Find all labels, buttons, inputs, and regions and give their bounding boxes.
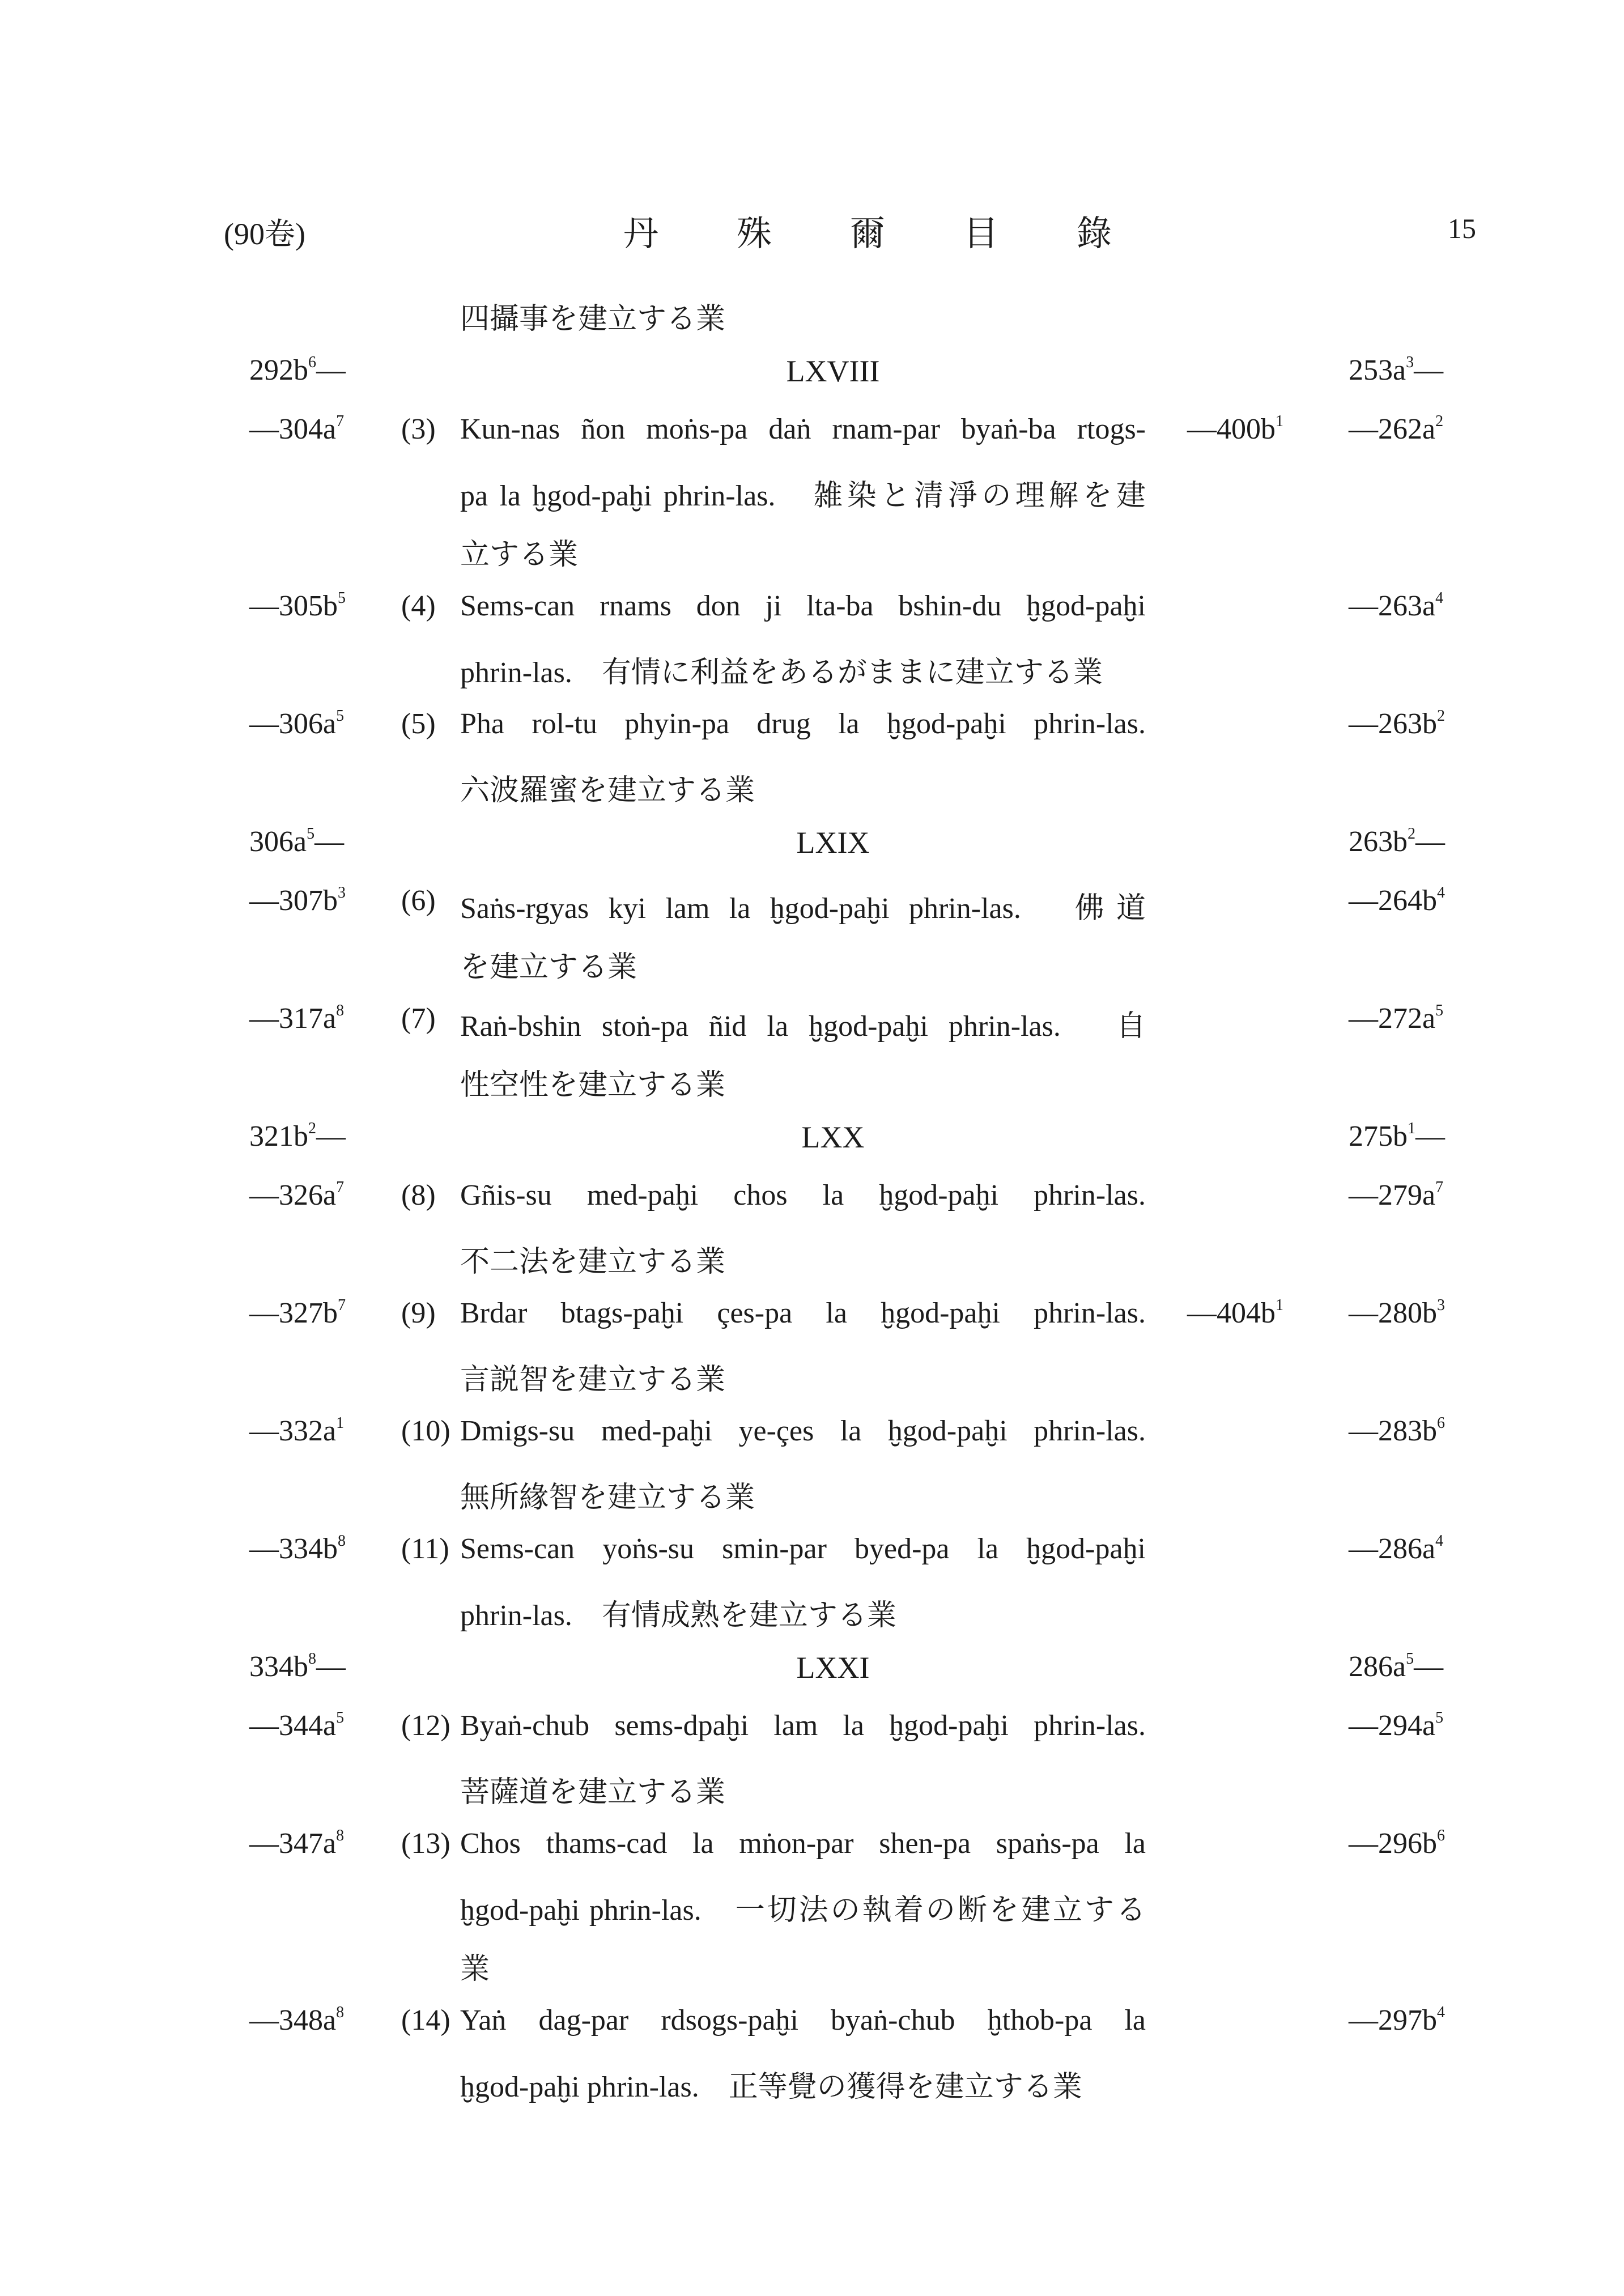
entry-peking-ref: $—280b^3$ [1349,1296,1445,1329]
section-end-ref: $275b^1—$ [1349,1120,1445,1153]
title-char: 錄 [1077,215,1112,253]
entry-text-line: Sems-can rnams don ji lta-ba bshin-du ḫgod-paḫi [460,590,1146,622]
title-char: 目 [963,215,999,253]
title-char: 丹 [623,215,659,253]
entry-folio-ref: $—327b^7$ [249,1296,346,1329]
entry-peking-ref: $—294a^5$ [1349,1709,1444,1742]
section-roman-numeral: LXIX [796,826,870,860]
entry-text-line: phrin-las. 有情に利益をあるがままに建立する業 [460,657,1103,689]
entry-text-line: Byaṅ-chub sems-dpaḫi lam la ḫgod-paḫi phrin-las. [460,1710,1146,1742]
entry-number: (14) [401,2004,450,2036]
page-number: 15 [1448,212,1476,244]
entry-peking-ref: $—263a^4$ [1349,589,1444,622]
entry-text-line: を建立する業 [460,951,637,984]
entry-text-line: phrin-las. 有情成熟を建立する業 [460,1600,896,1632]
entry-text-line: Chos thams-cad la mṅon-par shen-pa spaṅs-pa la [460,1827,1146,1860]
entry-text-line: Gñis-su med-paḫi chos la ḫgod-paḫi phrin-las. [460,1179,1146,1211]
entry-text-line: 業 [460,1953,490,1985]
section-start-ref: $321b^2—$ [249,1120,346,1153]
entry-peking-ref: $—296b^6$ [1349,1827,1445,1860]
entry-number: (9) [401,1297,436,1329]
entry-folio-ref: $—306a^5$ [249,707,345,740]
section-end-ref: $263b^2—$ [1349,825,1445,858]
entry-alt-ref: $—404b^1$ [1187,1296,1283,1329]
entry-text-line: Saṅs-rgyas kyi lam la ḫgod-paḫi phrin-las. 佛道 [460,892,1146,925]
entry-text-line: 無所緣智を建立する業 [460,1482,755,1514]
entry-alt-ref: $—400b^1$ [1187,413,1283,445]
entry-number: (3) [401,413,436,445]
section-start-ref: $334b^8—$ [249,1650,346,1683]
entry-text-line: Pha rol-tu phyin-pa drug la ḫgod-paḫi phrin-las. [460,708,1146,740]
entry-number: (12) [401,1710,450,1742]
entry-folio-ref: $—344a^5$ [249,1709,345,1742]
section-start-ref: $292b^6—$ [249,354,346,386]
entry-text-line: Brdar btags-paḫi çes-pa la ḫgod-paḫi phrin-las. [460,1297,1146,1329]
entry-folio-ref: $—347a^8$ [249,1827,345,1860]
entry-text-line: Sems-can yoṅs-su smin-par byed-pa la ḫgod-paḫi [460,1533,1146,1565]
entry-folio-ref: $—334b^8$ [249,1532,346,1565]
entry-text-line: 立する業 [460,539,579,571]
section-start-ref: $306a^5—$ [249,825,345,858]
title-char: 殊 [737,215,772,253]
entry-folio-ref: $—332a^1$ [249,1414,345,1447]
entry-text-line: Kun-nas ñon moṅs-pa daṅ rnam-par byaṅ-ba rtogs- [460,413,1146,445]
entry-number: (10) [401,1415,450,1447]
section-roman-numeral: LXX [801,1120,865,1154]
section-end-ref: $253a^3—$ [1349,354,1444,386]
entry-text-line: ḫgod-paḫi phrin-las. 一切法の執着の断を建立する [460,1894,1146,1927]
entry-text-line: 六波羅蜜を建立する業 [460,775,755,807]
entry-translation: 四攝事を建立する業 [460,303,726,335]
entry-folio-ref: $—317a^8$ [249,1002,345,1035]
section-end-ref: $286a^5—$ [1349,1650,1444,1683]
entry-peking-ref: $—264b^4$ [1349,884,1445,917]
entry-text-line: Yaṅ dag-par rdsogs-paḫi byaṅ-chub ḫthob-pa la [460,2004,1146,2036]
entry-text-line: pa la ḫgod-paḫi phrin-las. 雑染と清淨の理解を建 [460,480,1146,512]
section-roman-numeral: LXXI [796,1651,870,1685]
entry-text-line: Dmigs-su med-paḫi ye-çes la ḫgod-paḫi phrin-las. [460,1415,1146,1447]
entry-number: (8) [401,1179,436,1211]
section-roman-numeral: LXVIII [786,354,880,388]
volume-label: (90卷) [224,217,305,251]
entry-folio-ref: $—305b^5$ [249,589,346,622]
entry-text-line: 菩薩道を建立する業 [460,1776,726,1809]
entry-peking-ref: $—272a^5$ [1349,1002,1444,1035]
entry-number: (7) [401,1002,436,1035]
entry-folio-ref: $—307b^3$ [249,884,346,917]
entry-peking-ref: $—279a^7$ [1349,1179,1444,1211]
entry-peking-ref: $—262a^2$ [1349,413,1444,445]
entry-number: (4) [401,590,436,622]
entry-folio-ref: $—348a^8$ [249,2004,345,2036]
title-char: 爾 [850,215,886,253]
entry-peking-ref: $—283b^6$ [1349,1414,1445,1447]
entry-text-line: Raṅ-bshin stoṅ-pa ñid la ḫgod-paḫi phrin-las. 自 [460,1010,1146,1043]
entry-peking-ref: $—263b^2$ [1349,707,1445,740]
entry-folio-ref: $—326a^7$ [249,1179,345,1211]
entry-text-line: ḫgod-paḫi phrin-las. 正等覺の獲得を建立する業 [460,2071,1082,2103]
entry-text-line: 性空性を建立する業 [460,1069,726,1102]
entry-number: (6) [401,885,436,917]
entry-text-line: 不二法を建立する業 [460,1246,726,1278]
entry-number: (11) [401,1533,449,1565]
entry-number: (13) [401,1827,450,1860]
entry-folio-ref: $—304a^7$ [249,413,345,445]
entry-peking-ref: $—286a^4$ [1349,1532,1444,1565]
entry-number: (5) [401,708,436,740]
entry-text-line: 言説智を建立する業 [460,1364,726,1396]
entry-peking-ref: $—297b^4$ [1349,2004,1445,2036]
